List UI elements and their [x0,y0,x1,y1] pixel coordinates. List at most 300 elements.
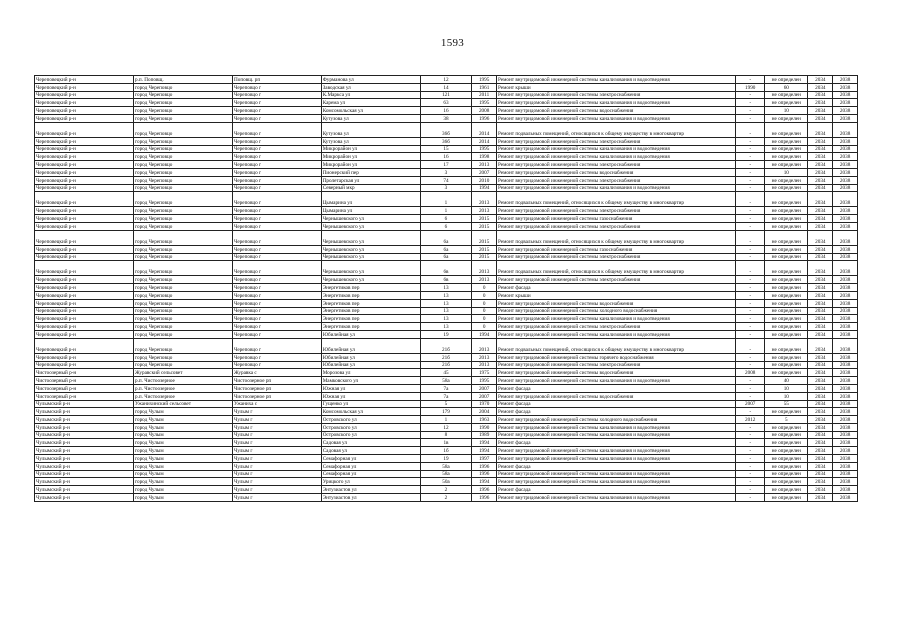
cell-year-built: 1994 [472,330,497,338]
cell-wear: не определен [765,408,808,416]
cell-locality: Череповцо г [233,184,322,192]
cell-plan-end: 2038 [833,207,858,215]
cell-municipality: Журавский сельсовет [134,369,233,377]
table-row [35,423,858,431]
cell-locality: Череповцо г [233,114,322,122]
cell-plan-start: 2034 [808,76,833,84]
cell-house: 15 [420,145,472,153]
cell-wear: не определен [765,222,808,230]
cell-house: 7а [420,384,472,392]
cell-municipality: р.п. Чистоозерное [134,384,233,392]
cell-district: Череповецкий р-н [35,253,134,261]
cell-work-type: Ремонт внутридомовой инженерной системы канализования и водоотведения [497,455,736,463]
table-row [35,470,858,478]
cell-municipality: город Череповцо [134,253,233,261]
cell-district: Череповецкий р-н [35,91,134,99]
cell-work-type: Ремонт внутридомовой инженерной системы электроснабжения [497,176,736,184]
cell-street: Островского ул [321,431,420,439]
cell-plan-end: 2038 [833,369,858,377]
cell-plan-end: 2038 [833,291,858,299]
cell-last-repair-year: - [736,330,765,338]
cell-municipality: город Череповцо [134,230,233,245]
cell-house: 6в [420,276,472,284]
cell-plan-start: 2034 [808,330,833,338]
cell-street: К.Маркса ул [321,91,420,99]
cell-plan-start: 2034 [808,400,833,408]
cell-wear: не определен [765,153,808,161]
cell-locality: Поповщ. рп [233,76,322,84]
cell-last-repair-year: - [736,276,765,284]
cell-district: Череповецкий р-н [35,153,134,161]
cell-municipality: город Чулым [134,408,233,416]
cell-plan-start: 2034 [808,91,833,99]
cell-wear: не определен [765,192,808,207]
cell-street: Чернышевского ул [321,245,420,253]
cell-municipality: город Чулым [134,470,233,478]
cell-plan-start: 2034 [808,315,833,323]
cell-locality: Череповцо г [233,323,322,331]
cell-plan-start: 2034 [808,137,833,145]
cell-street: Морозова ул [321,369,420,377]
table-row [35,384,858,392]
cell-wear: не определен [765,462,808,470]
table-row [35,338,858,353]
cell-street: Чернышевского ул [321,230,420,245]
cell-locality: Чистоозерное рп [233,392,322,400]
cell-plan-end: 2038 [833,431,858,439]
cell-year-built: 0 [472,284,497,292]
cell-district: Череповецкий р-н [35,176,134,184]
cell-year-built: 1990 [472,423,497,431]
table-row [35,291,858,299]
cell-municipality: город Череповцо [134,99,233,107]
table-row [35,161,858,169]
cell-street: Чернышевского ул [321,222,420,230]
cell-plan-end: 2038 [833,494,858,502]
table-row [35,416,858,424]
cell-locality: Чулым г [233,447,322,455]
cell-year-built: 1970 [472,400,497,408]
cell-municipality: р.п. Чистоозерное [134,392,233,400]
cell-municipality: город Череповцо [134,323,233,331]
cell-district: Череповецкий р-н [35,276,134,284]
cell-locality: Череповцо г [233,284,322,292]
cell-plan-start: 2034 [808,323,833,331]
cell-plan-start: 2034 [808,168,833,176]
cell-year-built: 2013 [472,192,497,207]
cell-district: Череповецкий р-н [35,315,134,323]
cell-year-built: 1995 [472,145,497,153]
cell-work-type: Ремонт внутридомовой инженерной системы электроснабжения [497,91,736,99]
cell-street: Урицкого ул [321,478,420,486]
cell-municipality: город Чулым [134,478,233,486]
cell-wear: не определен [765,230,808,245]
cell-wear: не определен [765,455,808,463]
cell-year-built: 2010 [472,176,497,184]
cell-last-repair-year: - [736,114,765,122]
table-row [35,145,858,153]
cell-house: 21б [420,361,472,369]
cell-plan-start: 2034 [808,284,833,292]
cell-plan-end: 2038 [833,276,858,284]
cell-locality: Череповцо г [233,291,322,299]
table-row [35,222,858,230]
cell-street: Энергетиков пер [321,307,420,315]
cell-plan-start: 2034 [808,176,833,184]
cell-last-repair-year: - [736,215,765,223]
cell-plan-start: 2034 [808,494,833,502]
cell-municipality: город Чулым [134,447,233,455]
cell-last-repair-year: - [736,207,765,215]
cell-work-type: Ремонт подвальных помещений, относящихся к общему имуществу в многоквартир [497,261,736,276]
table-row [35,307,858,315]
cell-municipality: город Череповцо [134,83,233,91]
cell-house: 2 [420,486,472,494]
cell-street: Кутузова ул [321,137,420,145]
cell-locality: Чулым г [233,431,322,439]
cell-municipality: город Череповцо [134,176,233,184]
cell-wear: 40 [765,377,808,385]
cell-street: Энергетиков пер [321,299,420,307]
cell-plan-end: 2038 [833,215,858,223]
cell-plan-end: 2038 [833,423,858,431]
table-row [35,486,858,494]
cell-plan-start: 2034 [808,107,833,115]
cell-house: 36б [420,137,472,145]
cell-municipality: город Череповцо [134,299,233,307]
cell-plan-end: 2038 [833,377,858,385]
cell-plan-start: 2034 [808,338,833,353]
cell-wear: не определен [765,184,808,192]
cell-plan-end: 2038 [833,299,858,307]
cell-work-type: Ремонт внутридомовой инженерной системы газоснабжения [497,245,736,253]
cell-work-type: Ремонт подвальных помещений, относящихся к общему имуществу в многоквартир [497,192,736,207]
cell-street: Юбилейная ул [321,353,420,361]
cell-year-built: 2015 [472,222,497,230]
cell-work-type: Ремонт фасада [497,486,736,494]
cell-last-repair-year: 2012 [736,416,765,424]
cell-plan-end: 2038 [833,486,858,494]
cell-district: Чулымский р-н [35,423,134,431]
cell-plan-end: 2038 [833,184,858,192]
cell-street: Мамковского ул [321,377,420,385]
cell-municipality: город Чулым [134,494,233,502]
cell-district: Череповецкий р-н [35,307,134,315]
cell-last-repair-year: - [736,455,765,463]
cell-plan-end: 2038 [833,83,858,91]
table-row [35,353,858,361]
cell-plan-end: 2038 [833,315,858,323]
cell-district: Чулымский р-н [35,478,134,486]
cell-work-type: Ремонт внутридомовой инженерной системы водоснабжения [497,299,736,307]
cell-district: Чулымский р-н [35,462,134,470]
cell-wear: не определен [765,323,808,331]
cell-plan-end: 2038 [833,330,858,338]
cell-plan-start: 2034 [808,462,833,470]
cell-plan-start: 2034 [808,353,833,361]
cell-municipality: город Череповцо [134,284,233,292]
cell-plan-end: 2038 [833,107,858,115]
cell-district: Чулымский р-н [35,439,134,447]
cell-year-built: 1961 [472,83,497,91]
table-row [35,377,858,385]
cell-district: Чулымский р-н [35,400,134,408]
cell-house: 6 [420,222,472,230]
cell-year-built: 1995 [472,99,497,107]
cell-house: 21б [420,353,472,361]
cell-last-repair-year: - [736,299,765,307]
cell-plan-end: 2038 [833,323,858,331]
cell-street: Энтузиастов ул [321,494,420,502]
cell-municipality: город Череповцо [134,330,233,338]
cell-wear: не определен [765,423,808,431]
cell-plan-start: 2034 [808,291,833,299]
table-row [35,137,858,145]
cell-municipality: город Чулым [134,416,233,424]
cell-district: Череповецкий р-н [35,184,134,192]
cell-locality: Чулым г [233,455,322,463]
cell-year-built: 0 [472,315,497,323]
table-row [35,455,858,463]
cell-locality: Череповцо г [233,192,322,207]
cell-plan-start: 2034 [808,222,833,230]
cell-street: Микрорайон ул [321,153,420,161]
cell-work-type: Ремонт внутридомовой инженерной системы канализования и водоотведения [497,330,736,338]
cell-wear: не определен [765,315,808,323]
cell-work-type: Ремонт внутридомовой инженерной системы канализования и водоотведения [497,76,736,84]
cell-district: Череповецкий р-н [35,107,134,115]
table-row [35,369,858,377]
table-row [35,76,858,84]
cell-plan-start: 2034 [808,145,833,153]
cell-last-repair-year: - [736,122,765,137]
cell-house: 63 [420,99,472,107]
cell-district: Чулымский р-н [35,408,134,416]
cell-plan-end: 2038 [833,447,858,455]
cell-wear: не определен [765,207,808,215]
cell-year-built: 0 [472,299,497,307]
cell-last-repair-year: 2008 [736,369,765,377]
cell-wear: не определен [765,486,808,494]
cell-wear: 10 [765,384,808,392]
cell-last-repair-year: 1990 [736,83,765,91]
cell-wear: не определен [765,431,808,439]
cell-locality: Череповцо г [233,245,322,253]
cell-municipality: р.п. Поповщ. [134,76,233,84]
cell-wear: не определен [765,145,808,153]
cell-district: Череповецкий р-н [35,230,134,245]
table-row [35,122,858,137]
cell-street: Пионерский пер [321,168,420,176]
cell-municipality: город Череповцо [134,222,233,230]
cell-house: 6а [420,230,472,245]
cell-house: 13 [420,291,472,299]
cell-year-built: 2015 [472,230,497,245]
cell-district: Череповецкий р-н [35,245,134,253]
cell-year-built: 2013 [472,353,497,361]
cell-last-repair-year: - [736,222,765,230]
cell-plan-end: 2038 [833,153,858,161]
cell-plan-start: 2034 [808,439,833,447]
cell-house: 2 [420,494,472,502]
cell-work-type: Ремонт подвальных помещений, относящихся к общему имуществу в многоквартир [497,338,736,353]
cell-house: 6а [420,245,472,253]
cell-last-repair-year: - [736,338,765,353]
cell-last-repair-year: - [736,107,765,115]
cell-municipality: город Череповцо [134,184,233,192]
cell-plan-start: 2034 [808,478,833,486]
cell-last-repair-year: - [736,478,765,486]
cell-municipality: город Чулым [134,431,233,439]
cell-plan-start: 2034 [808,369,833,377]
cell-district: Чулымский р-н [35,447,134,455]
cell-locality: Череповцо г [233,307,322,315]
cell-plan-start: 2034 [808,377,833,385]
cell-wear: не определен [765,176,808,184]
cell-year-built: 2013 [472,338,497,353]
cell-municipality: Ужанихинский сельсовет [134,400,233,408]
cell-street: Юбилейная ул [321,361,420,369]
cell-street: Микрорайон ул [321,145,420,153]
cell-plan-end: 2038 [833,384,858,392]
cell-house: 1б [420,447,472,455]
cell-district: Череповецкий р-н [35,137,134,145]
cell-district: Череповецкий р-н [35,215,134,223]
cell-plan-end: 2038 [833,114,858,122]
cell-house: 21б [420,338,472,353]
cell-wear: не определен [765,291,808,299]
table-row [35,168,858,176]
cell-district: Череповецкий р-н [35,168,134,176]
cell-district: Чулымский р-н [35,470,134,478]
cell-last-repair-year: - [736,145,765,153]
cell-work-type: Ремонт внутридомовой инженерной системы электроснабжения [497,161,736,169]
cell-locality: Череповцо г [233,83,322,91]
cell-house: 38 [420,114,472,122]
cell-wear: 5 [765,416,808,424]
cell-last-repair-year: - [736,176,765,184]
cell-house: 13 [420,323,472,331]
cell-last-repair-year: - [736,284,765,292]
cell-work-type: Ремонт внутридомовой инженерной системы канализования и водоотведения [497,377,736,385]
cell-district: Череповецкий р-н [35,161,134,169]
cell-plan-end: 2038 [833,176,858,184]
cell-wear: не определен [765,114,808,122]
cell-municipality: город Череповцо [134,137,233,145]
table-row [35,408,858,416]
cell-last-repair-year: - [736,99,765,107]
cell-district: Чулымский р-н [35,455,134,463]
cell-house: 5 [420,400,472,408]
cell-wear: не определен [765,470,808,478]
cell-year-built: 1994 [472,478,497,486]
cell-year-built: 2013 [472,207,497,215]
cell-year-built: 1975 [472,369,497,377]
cell-house: 1 [420,416,472,424]
cell-wear: 10 [765,107,808,115]
cell-house: 45 [420,369,472,377]
cell-plan-end: 2038 [833,439,858,447]
cell-street: Гущенко ул [321,400,420,408]
cell-last-repair-year: - [736,384,765,392]
cell-plan-start: 2034 [808,361,833,369]
cell-house: 121 [420,91,472,99]
cell-year-built: 2011 [472,91,497,99]
cell-wear: 55 [765,400,808,408]
cell-wear: не определен [765,369,808,377]
cell-last-repair-year: - [736,153,765,161]
cell-district: Череповецкий р-н [35,261,134,276]
cell-locality: Череповцо г [233,353,322,361]
cell-district: Череповецкий р-н [35,338,134,353]
cell-street: Микрорайон ул [321,161,420,169]
cell-last-repair-year: - [736,353,765,361]
cell-work-type: Ремонт внутридомовой инженерной системы водоснабжения [497,369,736,377]
cell-work-type: Ремонт внутридомовой инженерной системы водоснабжения [497,107,736,115]
table-row [35,315,858,323]
cell-plan-start: 2034 [808,215,833,223]
cell-work-type: Ремонт внутридомовой инженерной системы электроснабжения [497,137,736,145]
cell-house: 3 [420,168,472,176]
cell-year-built: 2007 [472,392,497,400]
cell-locality: Чулым г [233,470,322,478]
table-row [35,323,858,331]
cell-plan-start: 2034 [808,153,833,161]
cell-work-type: Ремонт крыши [497,83,736,91]
cell-wear: не определен [765,330,808,338]
cell-house: 1 [420,192,472,207]
cell-year-built: 2004 [472,408,497,416]
cell-plan-end: 2038 [833,99,858,107]
cell-wear: не определен [765,276,808,284]
cell-plan-end: 2038 [833,245,858,253]
cell-street: Чернышевского ул [321,261,420,276]
cell-wear: не определен [765,253,808,261]
cell-work-type: Ремонт внутридомовой инженерной системы электроснабжения [497,253,736,261]
cell-wear: не определен [765,478,808,486]
table-row [35,253,858,261]
cell-year-built: 1995 [472,76,497,84]
cell-work-type: Ремонт внутридомовой инженерной системы электроснабжения [497,276,736,284]
cell-house: 6а [420,253,472,261]
cell-house: 14 [420,83,472,91]
cell-district: Череповецкий р-н [35,222,134,230]
cell-street: Комсомольская ул [321,408,420,416]
cell-house: 12 [420,76,472,84]
cell-last-repair-year: - [736,486,765,494]
cell-work-type: Ремонт внутридомовой инженерной системы канализования и водоотведения [497,114,736,122]
cell-last-repair-year: - [736,494,765,502]
cell-house: 6 [420,215,472,223]
table-row [35,230,858,245]
cell-plan-end: 2038 [833,307,858,315]
cell-district: Череповецкий р-н [35,299,134,307]
cell-district: Чистоозерный р-н [35,384,134,392]
cell-municipality: р.п. Чистоозерное [134,377,233,385]
cell-work-type: Ремонт внутридомовой инженерной системы газоснабжения [497,215,736,223]
cell-plan-end: 2038 [833,76,858,84]
cell-work-type: Ремонт внутридомовой инженерной системы канализования и водоотведения [497,478,736,486]
cell-district: Череповецкий р-н [35,76,134,84]
cell-district: Череповецкий р-н [35,207,134,215]
cell-plan-start: 2034 [808,261,833,276]
cell-last-repair-year: - [736,291,765,299]
cell-plan-end: 2038 [833,338,858,353]
cell-last-repair-year: - [736,137,765,145]
cell-locality: Чулым г [233,423,322,431]
cell-work-type: Ремонт внутридомовой инженерной системы электроснабжения [497,222,736,230]
cell-street: Юбилейная ул [321,338,420,353]
